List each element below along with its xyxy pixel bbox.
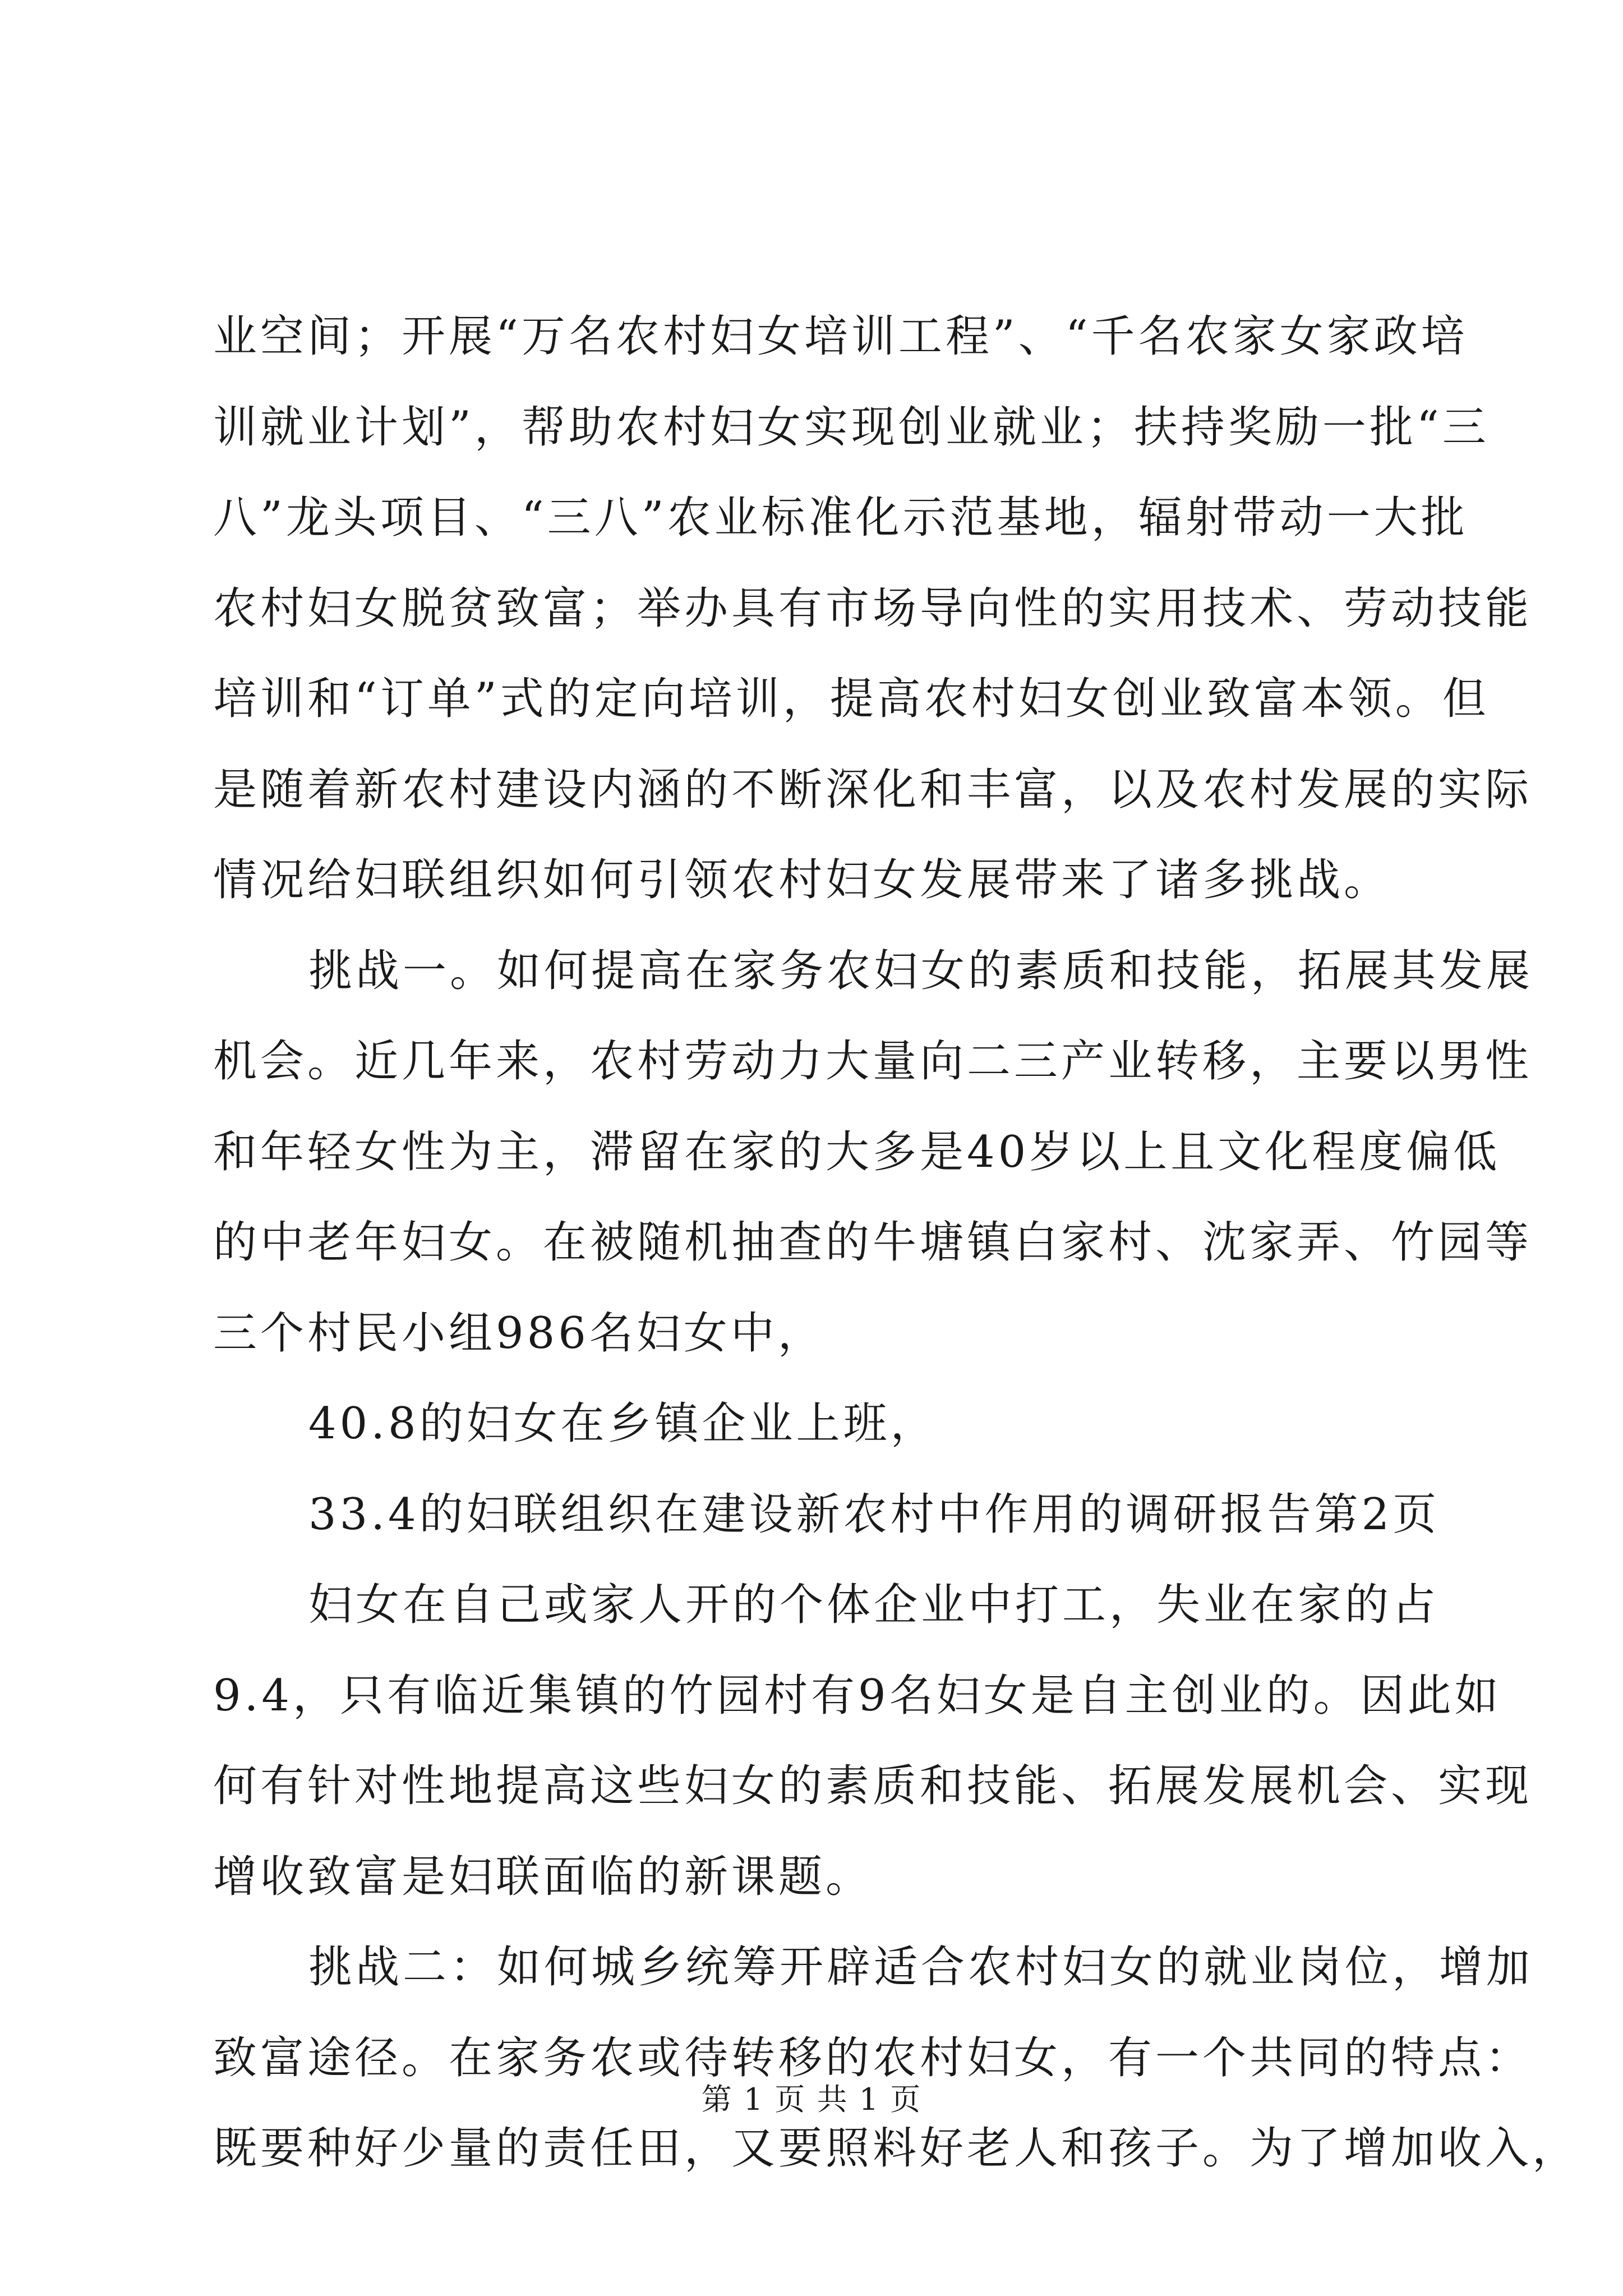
text-line: 致富途径。在家务农或待转移的农村妇女，有一个共同的特点： [213, 2032, 1533, 2083]
body-text [213, 292, 1580, 2194]
text-line: 训就业计划”，帮助农村妇女实现创业就业；扶持奖励一批“三 [213, 402, 1490, 453]
text-line: 何有针对性地提高这些妇女的素质和技能、拓展发展机会、实现 [213, 1761, 1533, 1811]
text-line: 增收致富是妇联面临的新课题。 [213, 1851, 873, 1902]
text-line: 和年轻女性为主，滞留在家的大多是40岁以上且文化程度偏低 [213, 1126, 1501, 1177]
text-line: 的中老年妇女。在被随机抽查的牛塘镇白家村、沈家弄、竹园等 [213, 1217, 1533, 1268]
text-line: 既要种好少量的责任田，又要照料好老人和孩子。为了增加收入， [213, 2123, 1580, 2174]
text-line: 40.8的妇女在乡镇企业上班， [308, 1398, 938, 1449]
text-line: 妇女在自己或家人开的个体企业中打工，失业在家的占 [308, 1580, 1440, 1630]
page-footer: 第 1 页 共 1 页 [701, 2082, 922, 2117]
text-line: 培训和“订单”式的定向培训，提高农村妇女创业致富本领。但 [213, 674, 1490, 724]
text-line: 9.4，只有临近集镇的竹园村有9名妇女是自主创业的。因此如 [213, 1670, 1502, 1721]
text-line: 情况给妇联组织如何引领农村妇女发展带来了诸多挑战。 [213, 855, 1391, 905]
text-line: 挑战二：如何城乡统筹开辟适合农村妇女的就业岗位，增加 [308, 1942, 1534, 1993]
text-line: 是随着新农村建设内涵的不断深化和丰富，以及农村发展的实际 [213, 764, 1533, 815]
text-line: 农村妇女脱贫致富；举办具有市场导向性的实用技术、劳动技能 [213, 583, 1533, 634]
text-line: 业空间；开展“万名农村妇女培训工程”、“千名农家女家政培 [213, 311, 1468, 362]
text-line: 机会。近几年来，农村劳动力大量向二三产业转移，主要以男性 [213, 1036, 1533, 1087]
text-line: 三个村民小组986名妇女中， [213, 1308, 825, 1359]
text-line: 八”龙头项目、“三八”农业标准化示范基地，辐射带动一大批 [213, 493, 1468, 543]
text-line: 挑战一。如何提高在家务农妇女的素质和技能，拓展其发展 [308, 945, 1534, 996]
text-line: 33.4的妇联组织在建设新农村中作用的调研报告第2页 [308, 1489, 1440, 1540]
